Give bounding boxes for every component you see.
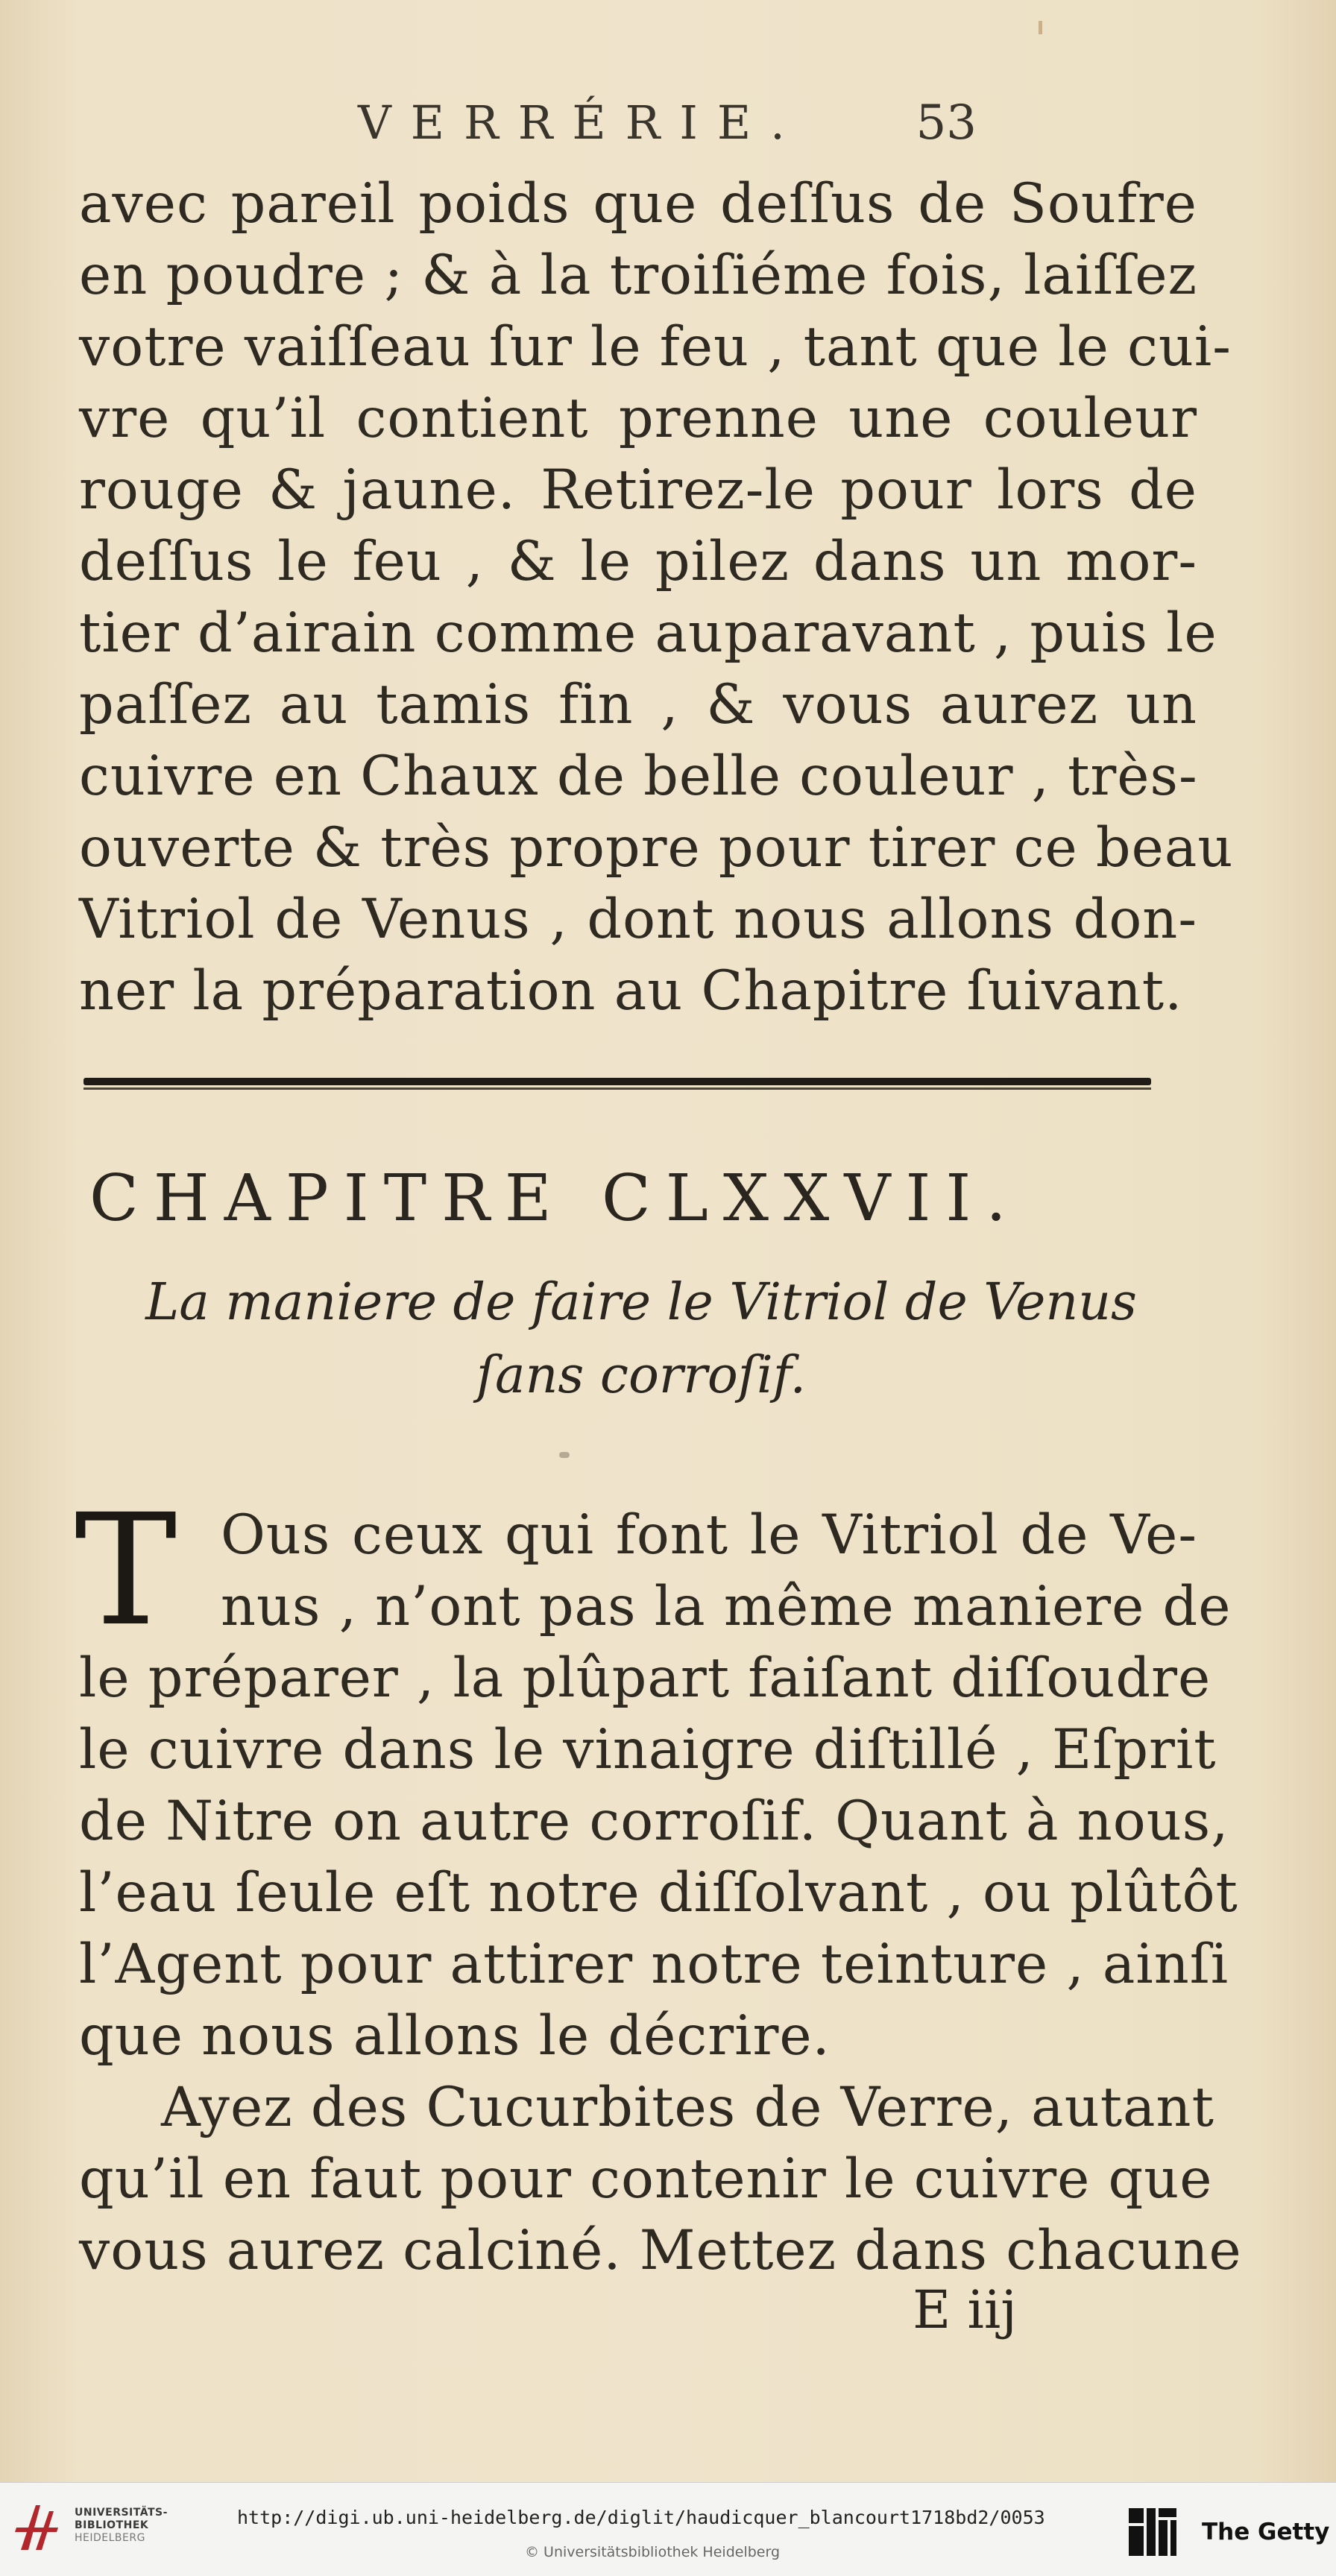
text-line: en poudre ; & à la troiſiéme fois, laiſſez — [79, 244, 1197, 307]
text-line: rouge & jaune. Retirez-le pour lors de — [79, 458, 1197, 522]
permalink-url[interactable]: http://digi.ub.uni-heidelberg.de/diglit/haudicquer_blancourt1718bd2/0053 — [237, 2507, 1045, 2528]
text-line: ouverte & très propre pour tirer ce beau — [79, 816, 1234, 880]
page-number: 53 — [916, 95, 977, 151]
text-line: que nous allons le décrire. — [79, 2004, 831, 2068]
catchword: E iij — [913, 2279, 1017, 2340]
text-line: le préparer , la plûpart faiſant diſſoudre — [79, 1647, 1211, 1710]
ornament-dot — [559, 1452, 570, 1458]
text-line: Ous ceux qui font le Vitriol de Ve- — [221, 1503, 1197, 1567]
running-head-title: VERRÉRIE. — [358, 95, 804, 150]
chapter-title: CHAPITRE CLXXVII. — [89, 1161, 1021, 1236]
copyright-notice: © Universitätsbibliothek Heidelberg — [525, 2544, 781, 2560]
text-line: Vitriol de Venus , dont nous allons don- — [79, 888, 1197, 951]
text-line: nus , n’ont pas la même maniere de — [221, 1575, 1232, 1638]
text-line: avec pareil poids que deſſus de Soufre — [79, 172, 1197, 236]
text-line: vre qu’il contient prenne une couleur — [79, 387, 1197, 450]
text-line: tier d’airain comme auparavant , puis le — [79, 602, 1217, 665]
partner-name[interactable]: The Getty — [1202, 2519, 1330, 2545]
text-line: cuivre en Chaux de belle couleur , très- — [79, 745, 1198, 808]
ub-heidelberg-logo-icon[interactable] — [13, 2498, 63, 2562]
viewer-footer — [0, 2482, 1336, 2576]
paragraph-1 — [79, 168, 1234, 1027]
library-name-line: BIBLIOTHEK — [75, 2519, 149, 2531]
text-line: de Nitre on autre corroſif. Quant à nous, — [79, 1790, 1229, 1853]
library-name — [75, 2507, 168, 2545]
divider-thin — [84, 1087, 1151, 1090]
library-name-line: UNIVERSITÄTS- — [75, 2507, 168, 2519]
library-name-line: HEIDELBERG — [75, 2532, 145, 2544]
text-line: Ayez des Cucurbites de Verre, autant — [161, 2076, 1214, 2139]
paragraph-2 — [79, 1500, 1242, 2287]
text-line: votre vaiſſeau ſur le feu , tant que le cui- — [79, 315, 1232, 379]
section-divider — [84, 1078, 1151, 1090]
text-line: l’eau ſeule eſt notre diſſolvant , ou plûtôt — [79, 1861, 1238, 1925]
text-line: paſſez au tamis fin , & vous aurez un — [79, 673, 1197, 736]
text-line: l’Agent pour attirer notre teinture , ainſi — [79, 1933, 1229, 1996]
divider-thick — [84, 1078, 1151, 1085]
paper-stain — [1039, 21, 1042, 34]
text-line: ner la préparation au Chapitre ſuivant. — [79, 959, 1183, 1023]
chapter-subtitle-line-1: La maniere de faire le Vitriol de Venus — [145, 1273, 1137, 1332]
text-line: deſſus le feu , & le pilez dans un mor- — [79, 530, 1197, 593]
text-line: le cuivre dans le vinaigre diſtillé , Eſprit — [79, 1718, 1217, 1781]
chapter-subtitle-line-2: ſans corroſif. — [476, 1346, 807, 1405]
getty-logo-icon[interactable] — [1126, 2505, 1179, 2559]
drop-cap: T — [75, 1481, 177, 1660]
text-line: vous aurez calciné. Mettez dans chacune — [79, 2219, 1242, 2282]
running-head — [358, 95, 977, 151]
text-line: qu’il en faut pour contenir le cuivre que — [79, 2147, 1213, 2211]
